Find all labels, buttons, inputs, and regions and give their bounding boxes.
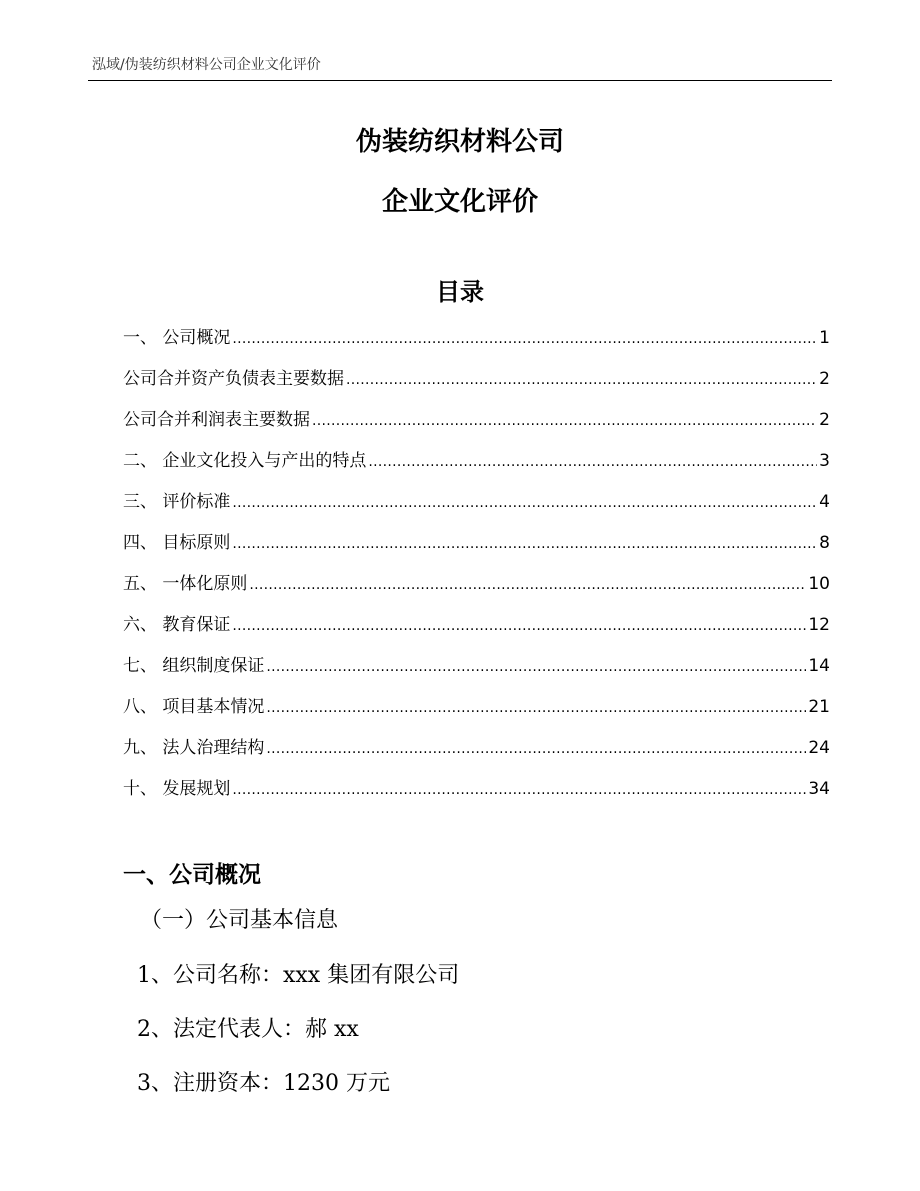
toc-leader-dots: [266, 741, 806, 757]
section-heading: 一、公司概况: [123, 862, 261, 888]
toc-entry-page: 1: [819, 328, 830, 348]
toc-entry-page: 2: [819, 369, 830, 389]
toc-entry[interactable]: [123, 405, 830, 446]
toc-entry-label: 公司合并资产负债表主要数据: [123, 369, 344, 389]
toc-leader-dots: [232, 495, 817, 511]
toc-leader-dots: [346, 372, 817, 388]
toc-leader-dots: [232, 536, 817, 552]
toc-entry-page: 8: [819, 533, 830, 553]
toc-leader-dots: [232, 331, 817, 347]
toc-entry[interactable]: [123, 774, 830, 815]
document-subtitle: 企业文化评价: [381, 187, 538, 217]
toc-entry-page: 4: [819, 492, 830, 512]
toc-entry-label: 五、 一体化原则: [123, 574, 248, 594]
toc-entry-page: 12: [808, 615, 830, 635]
toc-leader-dots: [249, 577, 806, 593]
toc-leader-dots: [266, 700, 806, 716]
toc-leader-dots: [312, 413, 817, 429]
toc-entry[interactable]: [123, 528, 830, 569]
toc-entry-page: 34: [808, 779, 830, 799]
toc-entry-label: 九、 法人治理结构: [123, 738, 265, 758]
toc-entry-page: 14: [808, 656, 830, 676]
toc-entry-label: 八、 项目基本情况: [123, 697, 265, 717]
table-of-contents: [123, 323, 830, 815]
toc-entry-page: 3: [819, 451, 830, 471]
toc-entry-label: 一、 公司概况: [123, 328, 231, 348]
toc-entry[interactable]: [123, 569, 830, 610]
toc-entry-page: 24: [808, 738, 830, 758]
running-header: 泓域/伪装纺织材料公司企业文化评价: [92, 57, 321, 73]
toc-entry-label: 七、 组织制度保证: [123, 656, 265, 676]
toc-entry-page: 2: [819, 410, 830, 430]
toc-entry[interactable]: [123, 364, 830, 405]
header-divider: [88, 80, 832, 81]
toc-leader-dots: [232, 782, 806, 798]
toc-entry[interactable]: [123, 651, 830, 692]
registered-capital-item: 3、注册资本：1230 万元: [137, 1071, 390, 1096]
toc-entry-label: 四、 目标原则: [123, 533, 231, 553]
subsection-heading: （一）公司基本信息: [140, 908, 339, 933]
toc-entry-page: 21: [808, 697, 830, 717]
toc-entry-label: 六、 教育保证: [123, 615, 231, 635]
toc-entry[interactable]: [123, 692, 830, 733]
toc-entry[interactable]: [123, 446, 830, 487]
toc-leader-dots: [368, 454, 817, 470]
toc-entry-page: 10: [808, 574, 830, 594]
legal-representative-item: 2、法定代表人：郝 xx: [137, 1017, 359, 1042]
toc-entry[interactable]: [123, 487, 830, 528]
toc-entry[interactable]: [123, 733, 830, 774]
company-name-item: 1、公司名称：xxx 集团有限公司: [137, 963, 460, 988]
toc-entry-label: 二、 企业文化投入与产出的特点: [123, 451, 367, 471]
toc-entry-label: 公司合并利润表主要数据: [123, 410, 310, 430]
toc-title: 目录: [436, 278, 484, 306]
toc-entry[interactable]: [123, 323, 830, 364]
toc-entry-label: 三、 评价标准: [123, 492, 231, 512]
toc-entry[interactable]: [123, 610, 830, 651]
toc-leader-dots: [232, 618, 806, 634]
document-title: 伪装纺织材料公司: [355, 127, 564, 157]
toc-leader-dots: [266, 659, 806, 675]
toc-entry-label: 十、 发展规划: [123, 779, 231, 799]
